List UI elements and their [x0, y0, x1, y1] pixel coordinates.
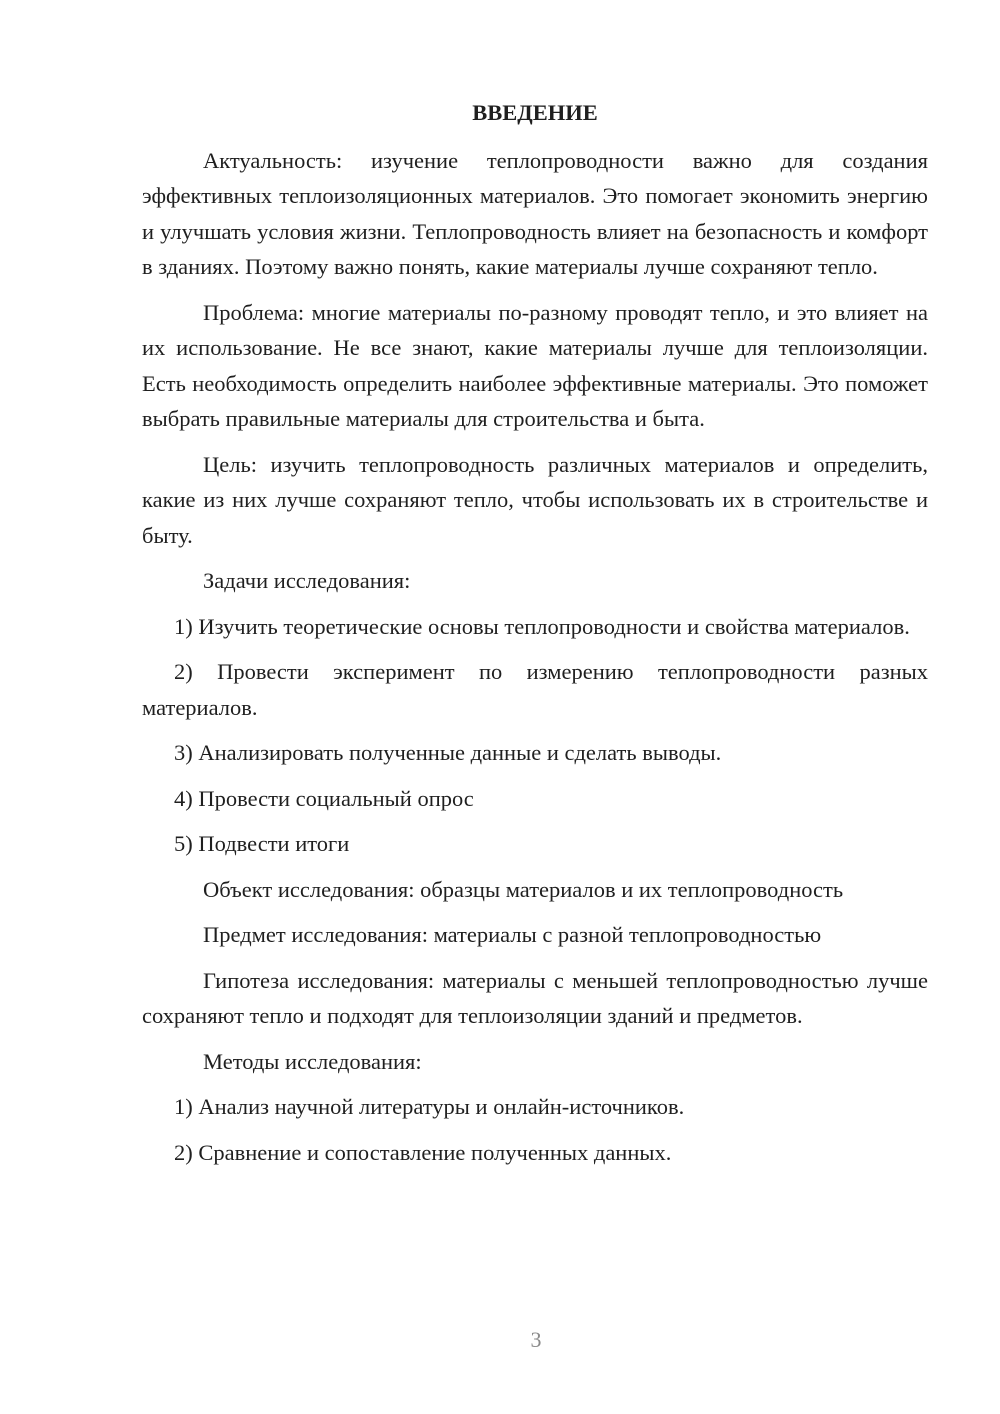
object-line: Объект исследования: образцы материалов и их теплопроводность: [203, 876, 844, 902]
task-item-3: 3) Анализировать полученные данные и сделать выводы.: [174, 740, 722, 765]
task-item-4: 4) Провести социальный опрос: [174, 785, 474, 811]
tasks-heading: Задачи исследования:: [203, 568, 411, 593]
document-page: [142, 95, 928, 1180]
methods-heading: Методы исследования:: [203, 1048, 422, 1074]
task-item-2: 2) Провести эксперимент по измерению теплопроводности разных материалов.: [142, 659, 928, 720]
method-item-2: 2) Сравнение и сопоставление полученных данных.: [174, 1139, 672, 1165]
hypothesis-paragraph: Гипотеза исследования: материалы с меньшей теплопроводностью лучше сохраняют тепло и подходят для теплоизоляции зданий и предметов.: [142, 967, 928, 1028]
problem-paragraph: Проблема: многие материалы по-разному проводят тепло, и это влияет на их использование. Не все знают, какие материалы лучше для теплоизоляции. Есть необходимость определить наиболее эффективные материалы. Это поможет выбрать правильные материалы для строительства и быта.: [142, 299, 928, 431]
actuality-paragraph: Актуальность: изучение теплопроводности важно для создания эффективных теплоизоляционных материалов. Это помогает экономить энергию и улучшать условия жизни. Теплопроводность влияет на безопасность и комфорт в зданиях. Поэтому важно понять, какие материалы лучше сохраняют тепло.: [142, 147, 928, 279]
subject-line: Предмет исследования: материалы с разной теплопроводностью: [203, 922, 822, 947]
method-item-1: 1) Анализ научной литературы и онлайн-источников.: [174, 1094, 685, 1119]
page-number: 3: [530, 1327, 542, 1352]
task-item-1: 1) Изучить теоретические основы теплопроводности и свойства материалов.: [174, 613, 910, 639]
goal-paragraph: Цель: изучить теплопроводность различных материалов и определить, какие из них лучше сохраняют тепло, чтобы использовать их в строительстве и быту.: [142, 451, 928, 548]
section-title: ВВЕДЕНИЕ: [472, 100, 598, 125]
task-item-5: 5) Подвести итоги: [174, 831, 350, 856]
